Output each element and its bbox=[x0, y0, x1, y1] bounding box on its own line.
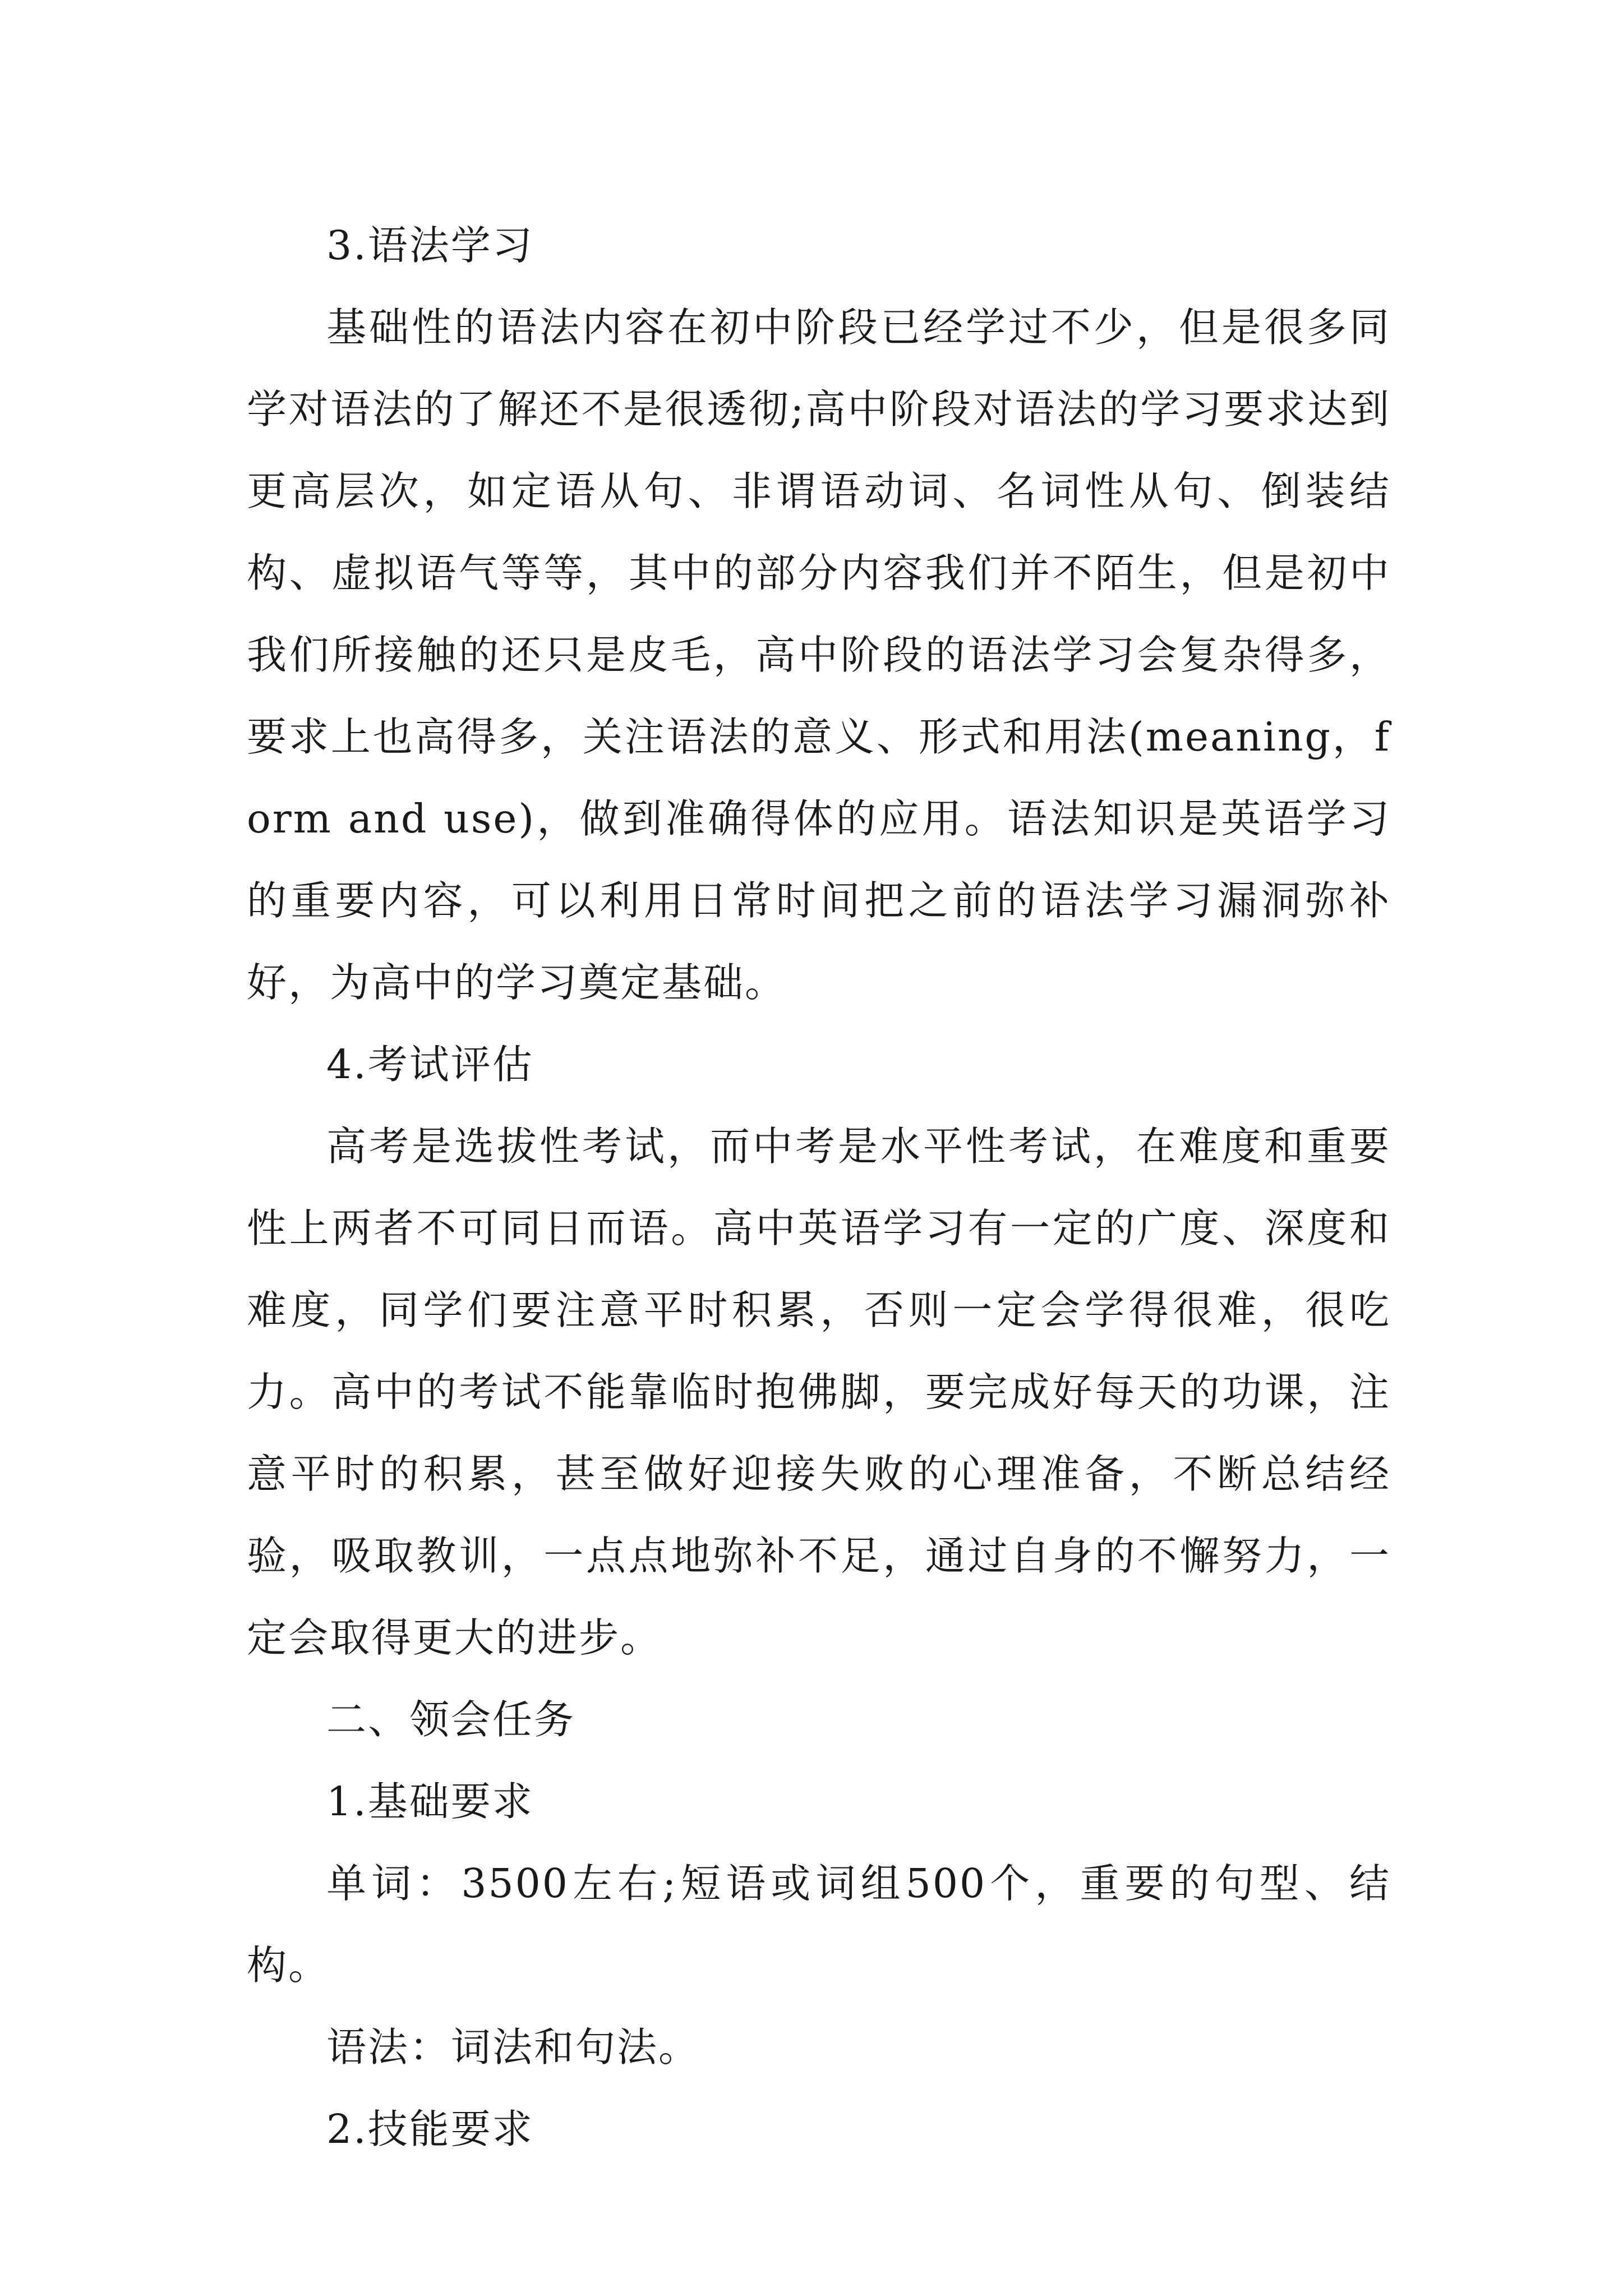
document-body bbox=[247, 205, 1391, 2170]
subheading-skill-requirements: 2.技能要求 bbox=[326, 2106, 534, 2152]
paragraph-grammar-requirement: 语法：词法和句法。 bbox=[326, 2024, 700, 2070]
section-heading-tasks: 二、领会任务 bbox=[326, 1696, 576, 1743]
paragraph-vocabulary: 单词：3500左右;短语或词组500个，重要的句型、结构。 bbox=[247, 1860, 1391, 1989]
subheading-basic-requirements: 1.基础要求 bbox=[326, 1778, 534, 1825]
paragraph-exam: 高考是选拔性考试，而中考是水平性考试，在难度和重要性上两者不可同日而语。高中英语学习有一定的广度、深度和难度，同学们要注意平时积累，否则一定会学得很难，很吃力。高中的考试不能靠临时抱佛脚，要完成好每天的功课，注意平时的积累，甚至做好迎接失败的心理准备，不断总结经验，吸取教训，一点点地弥补不足，通过自身的不懈努力，一定会取得更大的进步。 bbox=[247, 1123, 1391, 1661]
section-heading-exam: 4.考试评估 bbox=[326, 1041, 534, 1088]
section-heading-grammar: 3.语法学习 bbox=[326, 222, 534, 269]
paragraph-grammar: 基础性的语法内容在初中阶段已经学过不少，但是很多同学对语法的了解还不是很透彻;高中阶段对语法的学习要求达到更高层次，如定语从句、非谓语动词、名词性从句、倒装结构、虚拟语气等等，其中的部分内容我们并不陌生，但是初中我们所接触的还只是皮毛，高中阶段的语法学习会复杂得多，要求上也高得多，关注语法的意义、形式和用法(meaning，form and use)，做到准确得体的应用。语法知识是英语学习的重要内容，可以利用日常时间把之前的语法学习漏洞弥补好，为高中的学习奠定基础。 bbox=[247, 304, 1391, 1006]
